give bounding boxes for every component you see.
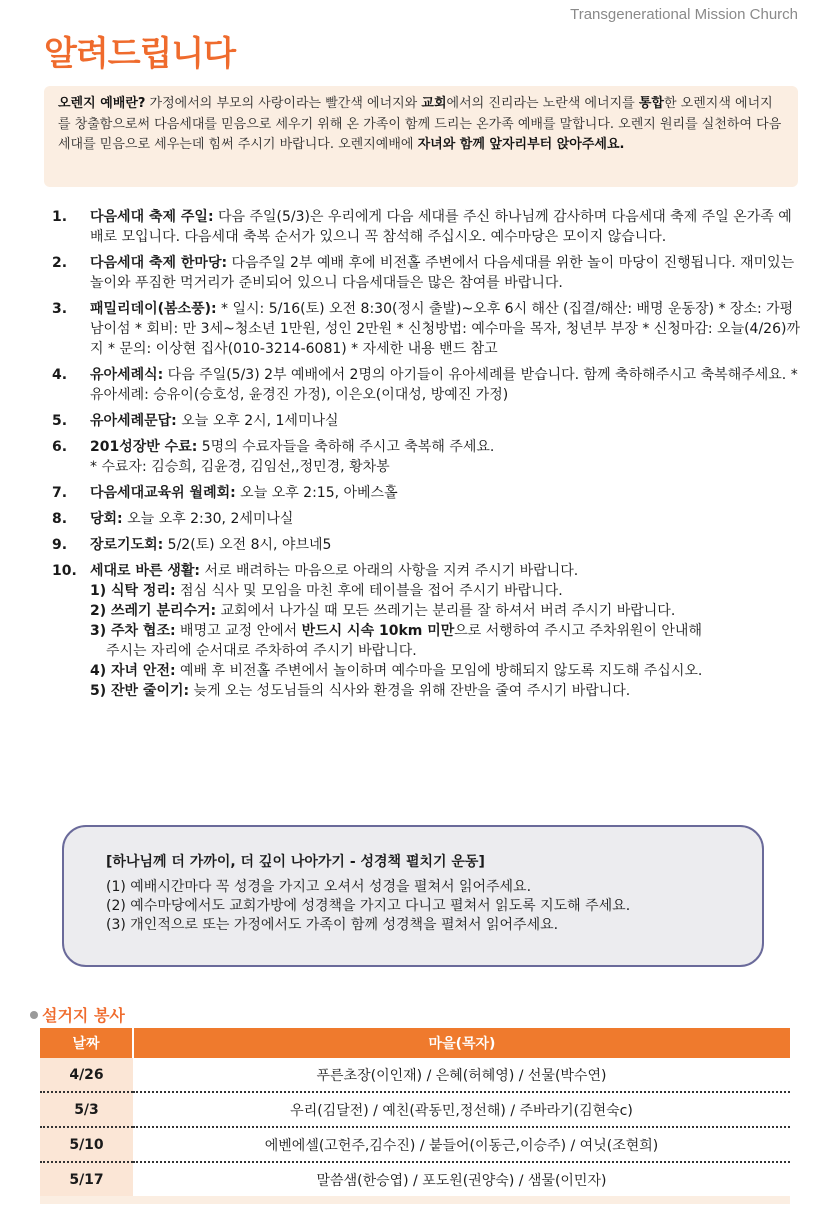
intro-text: 한 오렌지색 에너지를 창출함으로써 다음세대를 믿음으로 세우기 위해 온 가족이 함께 드리는 온가족 예배를 말합니다. 오렌지 원리를 실천하여 다음세대를 믿음으로 세우는데 힘써 주시기 바랍니다. 오렌지예배에	[58, 96, 782, 152]
rule-text: 점심 식사 및 모임을 마친 후에 테이블을 접어 주시기 바랍니다.	[175, 583, 563, 599]
rule-text: 배명고 교정 안에서	[175, 623, 302, 639]
notice-number: 2.	[52, 255, 68, 271]
intro-box	[44, 86, 798, 187]
notice-text: 오늘 오후 2:15, 아베스홀	[235, 485, 398, 501]
duty-date: 5/17	[40, 1162, 133, 1196]
notice-title: 유아세례식:	[90, 367, 164, 383]
notice-text: 오늘 오후 2시, 1세미나실	[176, 413, 339, 429]
bullet-dot-icon	[30, 1011, 38, 1019]
page-title: 알려드립니다	[44, 34, 236, 74]
notice-number: 7.	[52, 485, 68, 501]
table-row	[40, 1127, 790, 1162]
column-header-village: 마을(목자)	[133, 1028, 790, 1058]
notice-text: 5/2(토) 오전 8시, 야브네5	[163, 537, 332, 553]
table-row	[40, 1092, 790, 1127]
intro-bold: 자녀와 함께 앞자리부터 앉아주세요.	[417, 137, 625, 152]
table-row	[40, 1162, 790, 1196]
rule-item	[90, 661, 802, 681]
notice-number: 8.	[52, 511, 68, 527]
rule-item	[90, 621, 802, 641]
notice-number: 9.	[52, 537, 68, 553]
notice-item	[52, 535, 802, 555]
intro-text: 에서의 진리라는 노란색 에너지를	[446, 96, 639, 111]
rule-text: 예배 후 비전홀 주변에서 놀이하며 예수마을 모임에 방해되지 않도록 지도해 주십시오.	[175, 663, 703, 679]
intro-bold: 통합	[638, 96, 664, 111]
duty-date: 5/3	[40, 1092, 133, 1127]
bible-campaign-line: (1) 예배시간마다 꼭 성경을 가지고 오셔서 성경을 펼쳐서 읽어주세요.	[106, 879, 532, 895]
bible-campaign-box	[62, 825, 764, 967]
notice-text: * 일시: 5/16(토) 오전 8:30(정시 출발)~오후 6시 해산 (집결/해산: 배명 운동장) * 장소: 가평 남이섬 * 회비: 만 3세~청소년 1만원, 성인 2만원 * 신청방법: 예수마을 목자, 청년부 부장 * 신청마감: 오늘(4/26)까지 * 문의: 이상현 집사(010-3214-6081) * 자세한 내용 밴드 참고	[90, 301, 800, 357]
notice-number: 1.	[52, 209, 68, 225]
notice-title: 다음세대 축제 한마당:	[90, 255, 228, 271]
duty-date: 4/26	[40, 1058, 133, 1092]
rule-text: 늦게 오는 성도님들의 식사와 환경을 위해 잔반을 줄여 주시기 바랍니다.	[189, 683, 631, 699]
rule-text: 으로 서행하여 주시고 주차위원이 안내해	[454, 623, 702, 639]
rule-continuation: 주시는 자리에 순서대로 주차하여 주시기 바랍니다.	[106, 643, 417, 659]
duty-village: 푸른초장(이인재) / 은혜(허혜영) / 선물(박수연)	[133, 1058, 790, 1092]
dish-duty-title	[30, 1003, 125, 1026]
rule-item	[90, 581, 802, 601]
duty-village: 우리(김달전) / 예친(곽동민,정선해) / 주바라기(김현숙c)	[133, 1092, 790, 1127]
notice-title: 장로기도회:	[90, 537, 164, 553]
dish-duty-table	[40, 1028, 790, 1196]
notice-item	[52, 509, 802, 529]
intro-text: 가정에서의 부모의 사랑이라는 빨간색 에너지와	[145, 96, 422, 111]
duty-village: 말씀샘(한승엽) / 포도원(권양숙) / 샘물(이민자)	[316, 1172, 607, 1189]
notice-title: 유아세례문답:	[90, 413, 177, 429]
rule-label: 2) 쓰레기 분리수거:	[90, 603, 217, 619]
notice-number: 5.	[52, 413, 68, 429]
duty-village: 에벤에셀(고헌주,김수진) / 붙들어(이동근,이승주) / 여닛(조현희)	[133, 1127, 790, 1162]
duty-date: 5/10	[40, 1127, 133, 1162]
rule-bold: 반드시 시속 10km 미만	[301, 623, 455, 639]
rule-label: 3) 주차 협조:	[90, 623, 176, 639]
notice-number: 4.	[52, 367, 68, 383]
notice-item	[52, 437, 802, 477]
notice-title: 패밀리데이(봄소풍):	[90, 301, 217, 317]
bible-campaign-title: [하나님께 더 가까이, 더 깊이 나아가기 - 성경책 펼치기 운동]	[106, 854, 485, 870]
bible-campaign-line: (2) 예수마당에서도 교회가방에 성경책을 가지고 다니고 펼쳐서 읽도록 지도해 주세요.	[106, 898, 631, 914]
rule-label: 4) 자녀 안전:	[90, 663, 176, 679]
notice-text: 서로 배려하는 마음으로 아래의 사항을 지켜 주시기 바랍니다.	[200, 563, 579, 579]
rule-text: 교회에서 나가실 때 모든 쓰레기는 분리를 잘 하셔서 버려 주시기 바랍니다.	[216, 603, 676, 619]
rule-label: 1) 식탁 정리:	[90, 583, 176, 599]
dish-duty-title-text: 설거지 봉사	[42, 1006, 125, 1025]
bible-campaign-line: (3) 개인적으로 또는 가정에서도 가족이 함께 성경책을 펼쳐서 읽어주세요.	[106, 917, 559, 933]
notice-text: 다음 주일(5/3) 2부 예배에서 2명의 아기들이 유아세례를 받습니다. 함께 축하해주시고 축복해주세요. * 유아세례: 승유이(승호성, 윤경진 가정), 이은오(이대성, 방예진 가정)	[90, 367, 798, 403]
church-name: Transgenerational Mission Church	[570, 6, 798, 23]
notice-list	[52, 207, 802, 707]
notice-text: 5명의 수료자들을 축하해 주시고 축복해 주세요.	[197, 439, 495, 455]
notice-text: 다음주일 2부 예배 후에 비전홀 주변에서 다음세대를 위한 놀이 마당이 진행됩니다. 재미있는 놀이와 푸짐한 먹거리가 준비되어 있으니 다음세대들은 많은 참여를 바랍니다.	[90, 255, 795, 291]
notice-number: 3.	[52, 301, 68, 317]
notice-title: 세대로 바른 생활:	[90, 563, 201, 579]
notice-text: 다음 주일(5/3)은 우리에게 다음 세대를 주신 하나님께 감사하며 다음세대 축제 주일 온가족 예배로 모입니다. 다음세대 축복 순서가 있으니 꼭 참석해 주십시오. 예수마당은 모이지 않습니다.	[90, 209, 792, 245]
column-header-date: 날짜	[40, 1028, 133, 1058]
notice-number: 10.	[52, 563, 77, 579]
notice-item	[52, 561, 802, 701]
notice-title: 다음세대교육위 월례회:	[90, 485, 236, 501]
rule-label: 5) 잔반 줄이기:	[90, 683, 190, 699]
notice-item	[52, 411, 802, 431]
notice-item	[52, 299, 802, 359]
notice-text: 오늘 오후 2:30, 2세미나실	[122, 511, 294, 527]
notice-title: 다음세대 축제 주일:	[90, 209, 214, 225]
rule-item	[90, 601, 802, 621]
notice-item	[52, 207, 802, 247]
notice-item	[52, 483, 802, 503]
table-row	[40, 1058, 790, 1092]
notice-item	[52, 253, 802, 293]
table-header-row	[40, 1028, 790, 1058]
notice-title: 당회:	[90, 511, 123, 527]
notice-title: 201성장반 수료:	[90, 439, 198, 455]
notice-subline: * 수료자: 김승희, 김윤경, 김임선,,정민경, 황차봉	[90, 459, 390, 475]
rule-item	[90, 681, 802, 701]
intro-question: 오렌지 예배란?	[58, 96, 146, 111]
notice-number: 6.	[52, 439, 68, 455]
notice-item	[52, 365, 802, 405]
intro-bold: 교회	[421, 96, 447, 111]
